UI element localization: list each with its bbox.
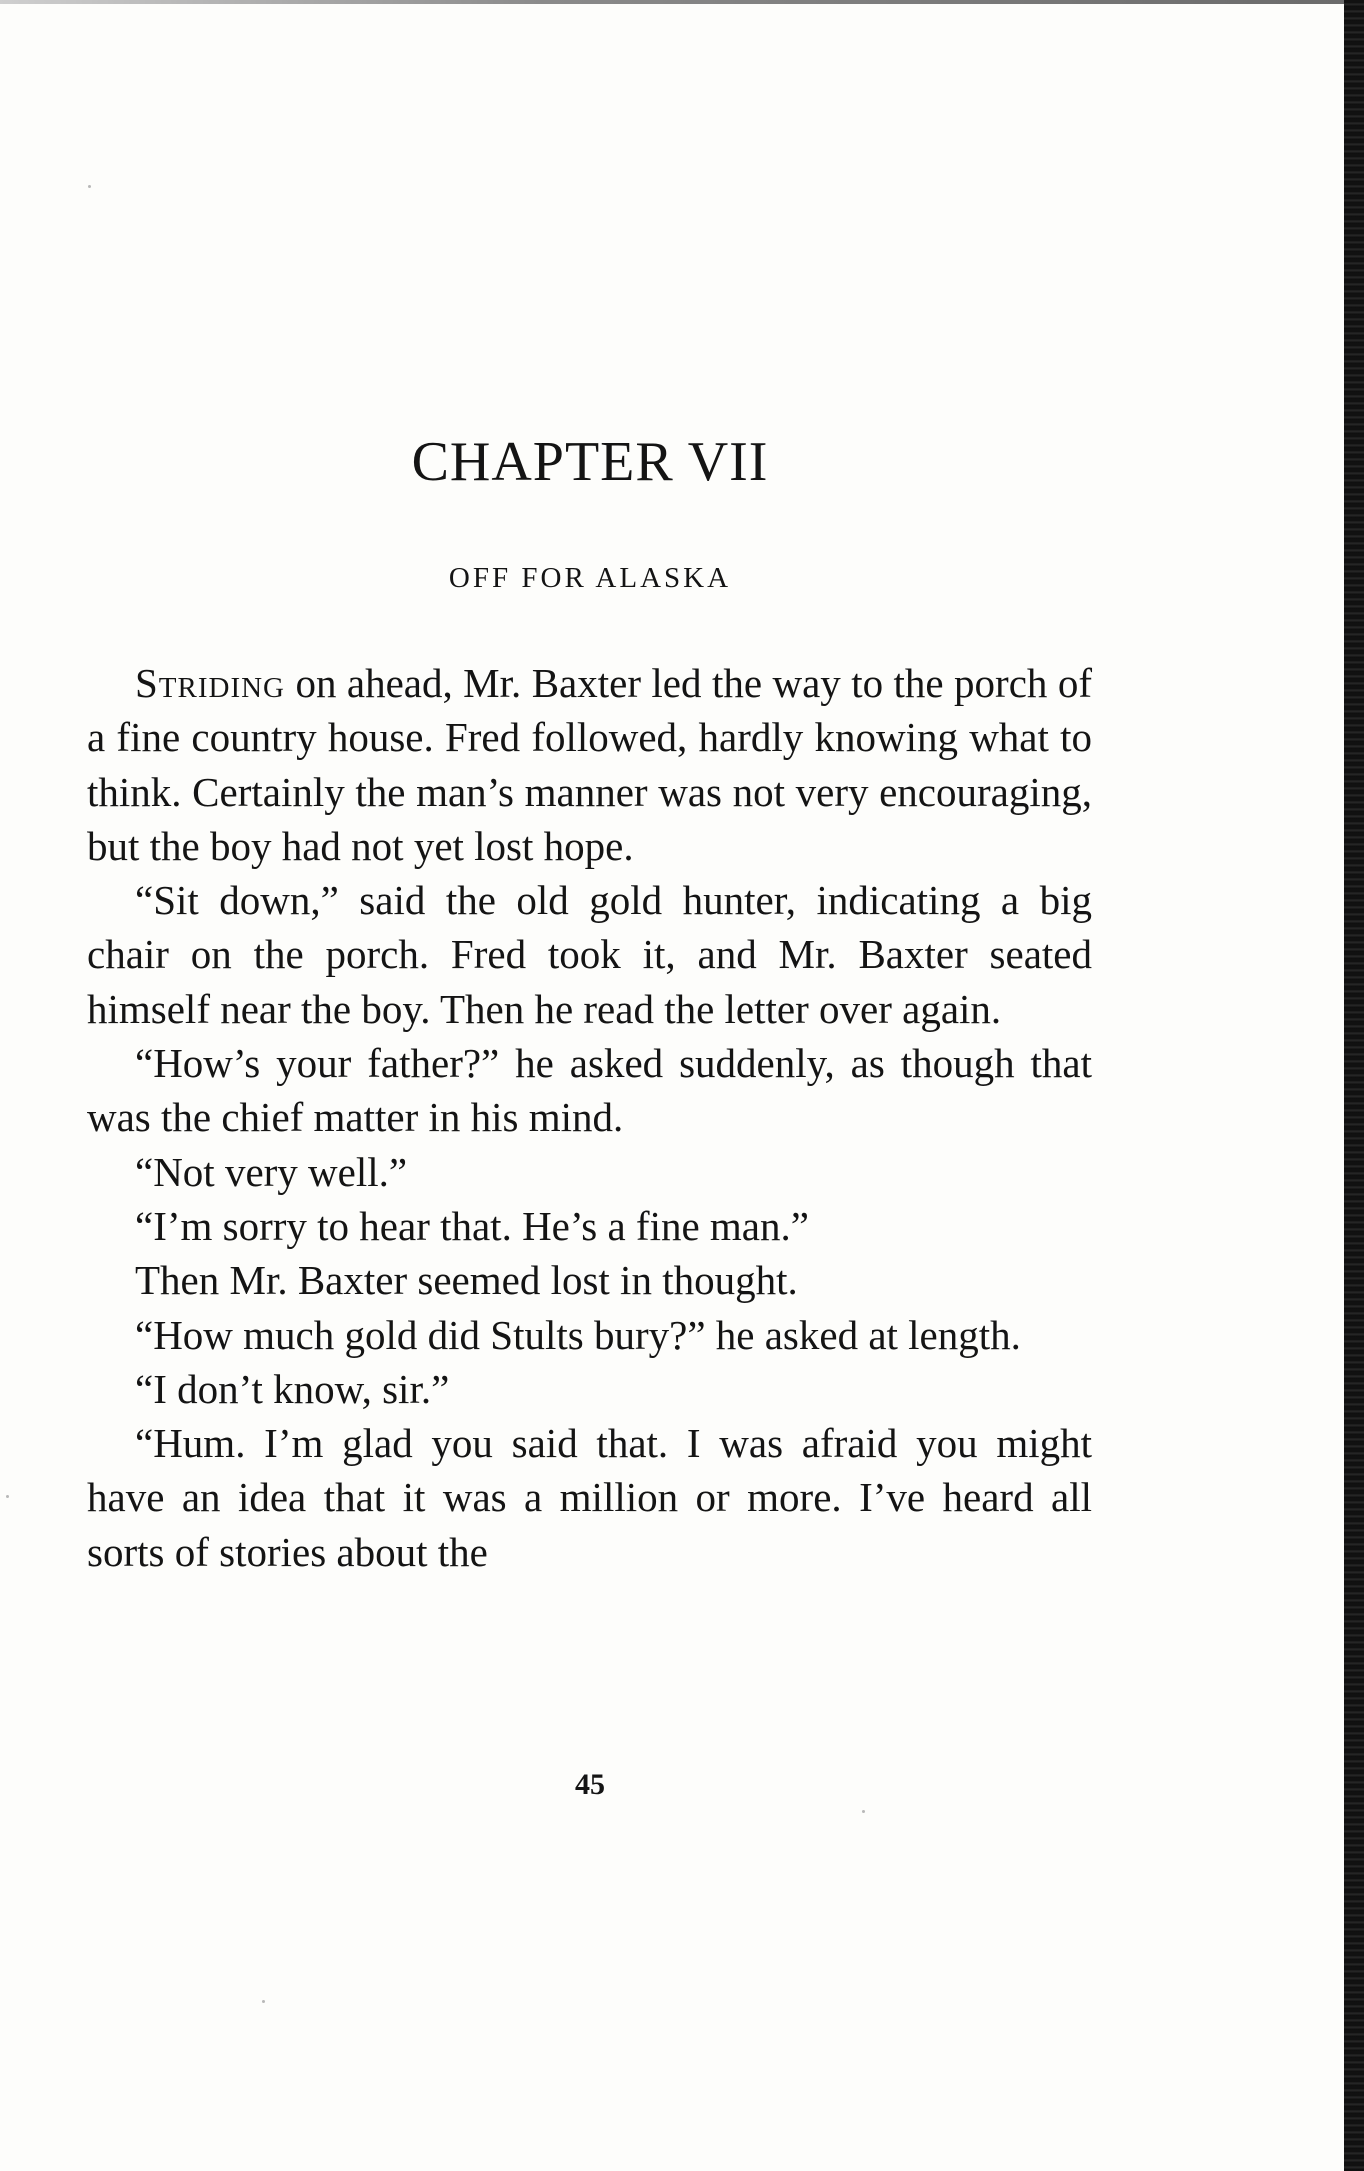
paragraph-2: “Sit down,” said the old gold hunter, indicating a big chair on the porch. Fred took it, and Mr. Baxter seated himself near the boy. Then he read the letter over again.: [87, 877, 1092, 1032]
paragraph-6: Then Mr. Baxter seemed lost in thought.: [135, 1257, 798, 1304]
body-text: [87, 656, 1092, 1579]
paragraph-9: “Hum. I’m glad you said that. I was afraid you might have an idea that it was a million or more. I’ve heard all sorts of stories about the: [87, 1420, 1092, 1575]
paragraph-4: “Not very well.”: [135, 1148, 408, 1195]
paragraph-1-text: on ahead, Mr. Baxter led the way to the porch of a fine country house. Fred followed, hardly knowing what to think. Certainly the man’s manner was not very encouraging, but the boy had not yet lost hope.: [87, 660, 1092, 869]
paragraph-lead-word: Striding: [135, 660, 286, 706]
chapter-title: CHAPTER VII: [411, 431, 769, 493]
paragraph-5: “I’m sorry to hear that. He’s a fine man.”: [135, 1202, 809, 1249]
paragraph-7: “How much gold did Stults bury?” he asked at length.: [135, 1311, 1021, 1358]
paper-speck: [88, 185, 91, 188]
chapter-subtitle: OFF FOR ALASKA: [448, 562, 732, 594]
page-binding-edge: [1344, 0, 1364, 2171]
paragraph-3: “How’s your father?” he asked suddenly, as though that was the chief matter in his mind.: [87, 1040, 1092, 1141]
paragraph-8: “I don’t know, sir.”: [135, 1365, 450, 1412]
paper-speck: [862, 1810, 865, 1813]
paper-speck: [262, 2000, 265, 2003]
paragraph-1: [87, 656, 1092, 873]
paper-speck: [6, 1495, 9, 1498]
page-number: 45: [575, 1768, 605, 1801]
page-top-edge: [0, 0, 1364, 4]
